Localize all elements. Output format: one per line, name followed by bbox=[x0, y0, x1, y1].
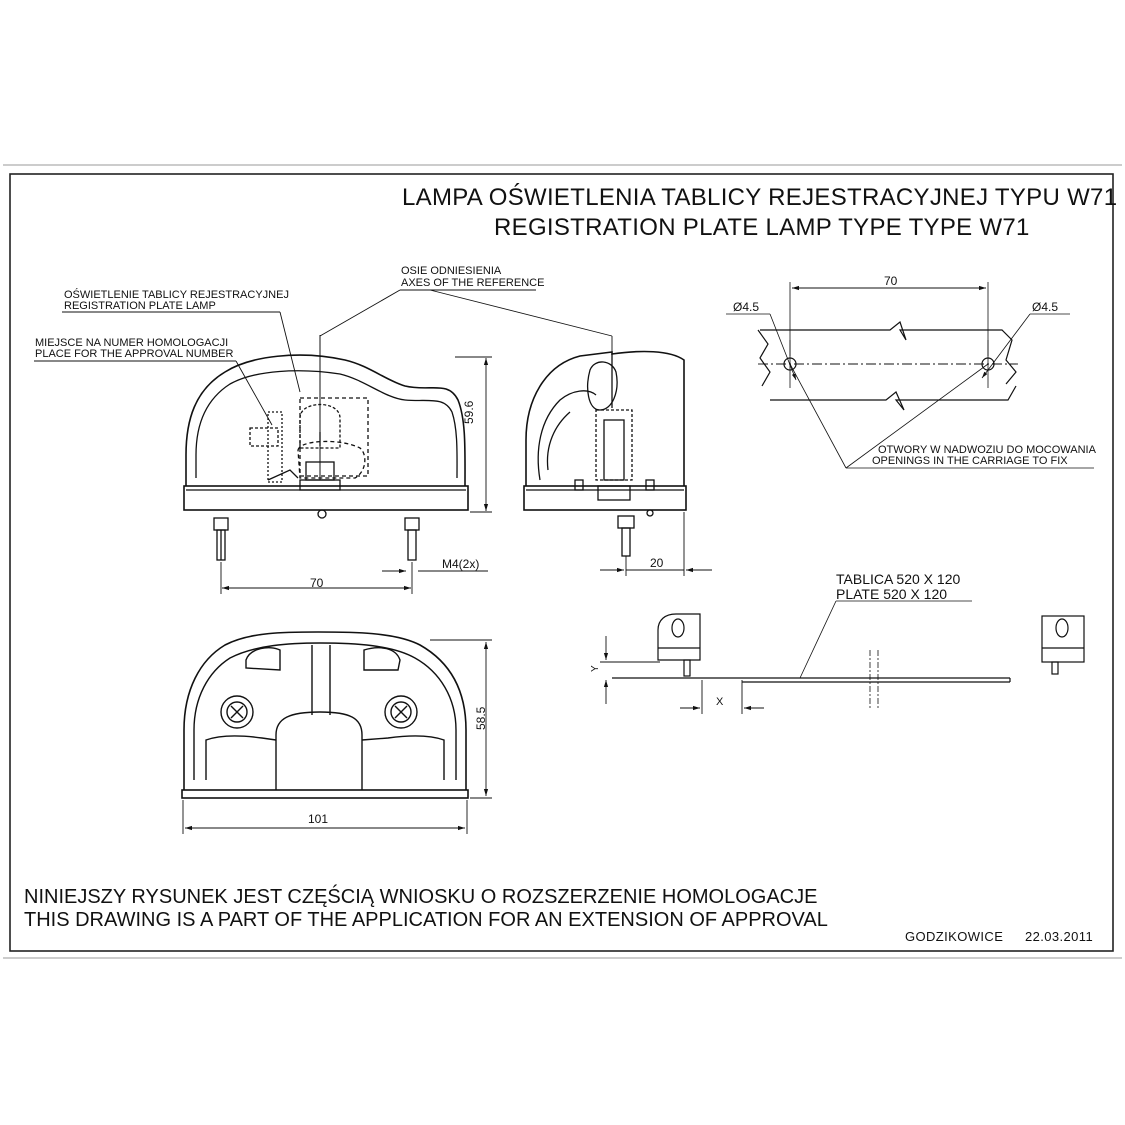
title-polish: LAMPA OŚWIETLENIA TABLICY REJESTRACYJNEJ TYPU W71 bbox=[402, 184, 1118, 211]
footer-line-english: THIS DRAWING IS A PART OF THE APPLICATION FOR AN EXTENSION OF APPROVAL bbox=[24, 909, 828, 931]
side-view bbox=[524, 352, 686, 556]
sheet-frame bbox=[3, 165, 1122, 958]
top-view-dimensions bbox=[183, 640, 492, 834]
holes-spacing-dimension: 70 bbox=[884, 274, 898, 288]
front-height-dimension: 59.6 bbox=[462, 400, 476, 424]
front-width-dimension: 70 bbox=[310, 576, 324, 590]
top-width-dimension: 101 bbox=[308, 812, 329, 826]
footer-date: 22.03.2011 bbox=[1025, 929, 1094, 944]
axes-label-pl: OSIE ODNIESIENIA bbox=[401, 265, 502, 277]
hole-left-diameter: Ø4.5 bbox=[733, 300, 760, 314]
approval-label-pl: MIEJSCE NA NUMER HOMOLOGACJI bbox=[35, 337, 229, 349]
top-depth-dimension: 58.5 bbox=[474, 706, 488, 730]
holes-label-pl: OTWORY W NADWOZIU DO MOCOWANIA bbox=[878, 444, 1096, 456]
hole-right-diameter: Ø4.5 bbox=[1032, 300, 1059, 314]
axes-label-en: AXES OF THE REFERENCE bbox=[401, 277, 545, 289]
x-offset-dimension: X bbox=[716, 696, 724, 708]
plate-mounting-view bbox=[612, 601, 1084, 710]
y-offset-dimension: Y bbox=[590, 665, 601, 672]
holes-label-en: OPENINGS IN THE CARRIAGE TO FIX bbox=[872, 455, 1068, 467]
approval-label-en: PLACE FOR THE APPROVAL NUMBER bbox=[35, 348, 234, 360]
footer-line-polish: NINIEJSZY RYSUNEK JEST CZĘŚCIĄ WNIOSKU O ROZSZERZENIE HOMOLOGACJE bbox=[24, 886, 818, 908]
title-english: REGISTRATION PLATE LAMP TYPE TYPE W71 bbox=[494, 214, 1030, 241]
lamp-label-en: REGISTRATION PLATE LAMP bbox=[64, 300, 216, 312]
lamp-label-pl: OŚWIETLENIE TABLICY REJESTRACYJNEJ bbox=[64, 289, 289, 301]
footer-place: GODZIKOWICE bbox=[905, 929, 1004, 944]
front-view bbox=[184, 335, 468, 560]
top-view bbox=[182, 632, 468, 798]
thread-dimension: M4(2x) bbox=[442, 557, 480, 571]
plate-label-pl: TABLICA 520 X 120 bbox=[836, 571, 961, 587]
side-depth-dimension: 20 bbox=[650, 556, 664, 570]
plate-label-en: PLATE 520 X 120 bbox=[836, 586, 948, 602]
